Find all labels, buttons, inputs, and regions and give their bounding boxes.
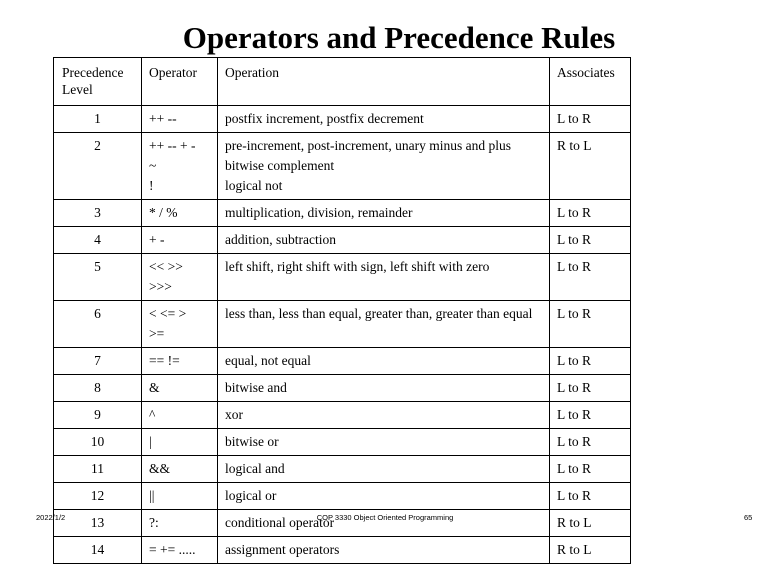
table-row <box>54 429 631 456</box>
precedence-level-cell: 8 <box>54 375 142 402</box>
operation-line: logical and <box>225 461 285 476</box>
operation-cell <box>218 133 550 200</box>
operation-cell <box>218 200 550 227</box>
operator-line: + - <box>149 232 165 247</box>
precedence-level-cell: 10 <box>54 429 142 456</box>
operator-line: ^ <box>149 407 156 422</box>
table-row <box>54 227 631 254</box>
operator-line: ++ -- <box>149 111 177 126</box>
operation-line: left shift, right shift with sign, left shift with zero <box>225 259 490 274</box>
associates-cell: L to R <box>550 375 631 402</box>
table-header-row <box>54 58 631 106</box>
precedence-level-cell: 2 <box>54 133 142 200</box>
header-operation: Operation <box>218 58 550 106</box>
precedence-level-cell: 5 <box>54 254 142 301</box>
operation-cell <box>218 106 550 133</box>
operation-cell <box>218 227 550 254</box>
operator-line: == != <box>149 353 180 368</box>
operator-line: && <box>149 461 171 476</box>
precedence-level-cell: 13 <box>54 510 142 537</box>
associates-cell: L to R <box>550 301 631 348</box>
precedence-level-cell: 7 <box>54 348 142 375</box>
associates-cell: L to R <box>550 254 631 301</box>
operator-cell <box>142 375 218 402</box>
table-row <box>54 106 631 133</box>
operator-line: || <box>149 488 155 503</box>
precedence-level-cell: 11 <box>54 456 142 483</box>
header-precedence-level: Precedence Level <box>54 58 142 106</box>
operation-cell <box>218 537 550 564</box>
header-associates: Associates <box>550 58 631 106</box>
table-row <box>54 254 631 301</box>
operator-cell <box>142 429 218 456</box>
precedence-table <box>53 57 631 564</box>
table-row <box>54 375 631 402</box>
table-row <box>54 483 631 510</box>
operator-line: = += ..... <box>149 542 196 557</box>
operator-line: < <= > <box>149 306 187 321</box>
precedence-level-cell: 1 <box>54 106 142 133</box>
page-title: Operators and Precedence Rules <box>182 20 616 55</box>
operation-line: bitwise and <box>225 380 287 395</box>
table-row <box>54 348 631 375</box>
table-row <box>54 537 631 564</box>
table-row <box>54 402 631 429</box>
footer-date: 2022/1/2 <box>36 513 66 522</box>
footer-page-number: 65 <box>744 513 753 522</box>
operation-cell <box>218 429 550 456</box>
operation-line: assignment operators <box>225 542 340 557</box>
operator-cell <box>142 402 218 429</box>
precedence-level-cell: 3 <box>54 200 142 227</box>
operation-line: conditional operator <box>225 515 335 530</box>
operation-cell <box>218 483 550 510</box>
operator-cell <box>142 456 218 483</box>
operator-cell <box>142 537 218 564</box>
table-row <box>54 133 631 200</box>
operator-cell <box>142 200 218 227</box>
operator-line: & <box>149 380 160 395</box>
associates-cell: R to L <box>550 510 631 537</box>
operation-line: postfix increment, postfix decrement <box>225 111 424 126</box>
table-row <box>54 200 631 227</box>
operation-line: pre-increment, post-increment, unary minus and plus <box>225 138 512 153</box>
table-row <box>54 301 631 348</box>
operator-line: ! <box>149 178 154 193</box>
operation-line: xor <box>225 407 243 422</box>
associates-cell: L to R <box>550 483 631 510</box>
operation-line: addition, subtraction <box>225 232 336 247</box>
operation-line: logical or <box>225 488 277 503</box>
operator-line: >= <box>149 326 165 341</box>
precedence-level-cell: 9 <box>54 402 142 429</box>
operator-cell <box>142 133 218 200</box>
associates-cell: L to R <box>550 200 631 227</box>
operation-line: multiplication, division, remainder <box>225 205 413 220</box>
operation-cell <box>218 301 550 348</box>
associates-cell: L to R <box>550 106 631 133</box>
operator-cell <box>142 227 218 254</box>
operator-cell <box>142 348 218 375</box>
operation-line: equal, not equal <box>225 353 311 368</box>
operation-line: bitwise or <box>225 434 279 449</box>
operation-cell <box>218 254 550 301</box>
header-operator: Operator <box>142 58 218 106</box>
operation-line: less than, less than equal, greater than, greater than equal <box>225 306 533 321</box>
operator-line: << >> <box>149 259 183 274</box>
footer-course: COP 3330 Object Oriented Programming <box>316 513 454 522</box>
operator-line: ~ <box>149 158 157 173</box>
operator-cell <box>142 510 218 537</box>
operator-cell <box>142 254 218 301</box>
operator-cell <box>142 483 218 510</box>
associates-cell: R to L <box>550 133 631 200</box>
operation-cell <box>218 375 550 402</box>
table-row <box>54 456 631 483</box>
operator-line: ?: <box>149 515 159 530</box>
associates-cell: R to L <box>550 537 631 564</box>
operation-cell <box>218 348 550 375</box>
associates-cell: L to R <box>550 348 631 375</box>
operation-line: logical not <box>225 178 283 193</box>
operator-line: >>> <box>149 279 172 294</box>
precedence-level-cell: 6 <box>54 301 142 348</box>
precedence-level-cell: 14 <box>54 537 142 564</box>
associates-cell: L to R <box>550 227 631 254</box>
operation-line: bitwise complement <box>225 158 335 173</box>
associates-cell: L to R <box>550 402 631 429</box>
operation-cell <box>218 456 550 483</box>
precedence-level-cell: 4 <box>54 227 142 254</box>
precedence-level-cell: 12 <box>54 483 142 510</box>
operator-line: * / % <box>149 205 178 220</box>
associates-cell: L to R <box>550 456 631 483</box>
operator-cell <box>142 106 218 133</box>
operator-line: | <box>149 434 152 449</box>
operator-line: ++ -- + - <box>149 138 196 153</box>
associates-cell: L to R <box>550 429 631 456</box>
operation-cell <box>218 402 550 429</box>
operator-cell <box>142 301 218 348</box>
